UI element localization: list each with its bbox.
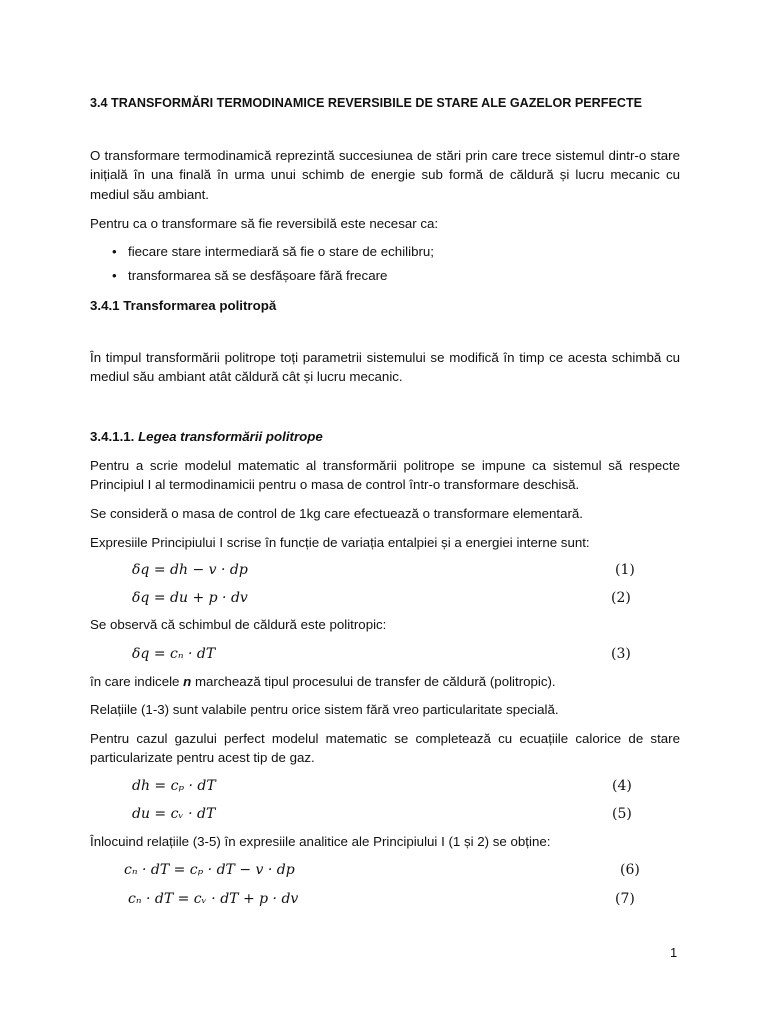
paragraph-polytropic: În timpul transformării politrope toți parametrii sistemului se modifică în timp ce acesta schimbă cu mediul său ambiant atât căldură cât și lucru mecanic. (90, 350, 680, 385)
equation-4-number: (4) (612, 778, 632, 794)
subsection-title: 3.4.1 Transformarea politropă (90, 298, 277, 313)
bullet-icon: • (112, 268, 117, 283)
paragraph-definition: O transformare termodinamică reprezintă succesiunea de stări prin care trece sistemul dintr-o stare inițială în una finală în urma unui schimb de energie sub formă de căldură și lucru mecanic cu mediul său ambiant. (90, 148, 680, 202)
subsubsection-title: 3.4.1.1. Legea transformării politrope (90, 429, 323, 444)
paragraph-reversibility: Pentru ca o transformare să fie reversibilă este necesar ca: (90, 216, 439, 231)
paragraph-heat-exchange: Se observă că schimbul de căldură este politropic: (90, 617, 387, 632)
equation-6: cₙ · dT = cₚ · dT − v · dp (124, 862, 295, 878)
paragraph-perfect-gas: Pentru cazul gazului perfect modelul matematic se completează cu ecuațiile calorice de stare particularizate pentru acest tip de gaz. (90, 731, 680, 766)
section-title: 3.4 TRANSFORMĂRI TERMODINAMICE REVERSIBILE DE STARE ALE GAZELOR PERFECTE (90, 96, 643, 110)
paragraph-model: Pentru a scrie modelul matematic al transformării politrope se impune ca sistemul să respecte Principiul I al termodinamicii pentru o masa de control într-o transformare deschisă. (90, 458, 680, 493)
equation-6-number: (6) (620, 862, 640, 878)
bullet-icon: • (112, 244, 117, 259)
equation-2-number: (2) (611, 590, 631, 606)
paragraph-mass: Se consideră o masa de control de 1kg care efectuează o transformare elementară. (90, 506, 583, 521)
equation-5: du = cᵥ · dT (132, 806, 216, 822)
paragraph-index: în care indicele n marchează tipul procesului de transfer de căldură (politropic). (90, 674, 556, 689)
equation-5-number: (5) (612, 806, 632, 822)
condition-list (90, 242, 680, 290)
equation-7: cₙ · dT = cᵥ · dT + p · dv (128, 891, 299, 907)
page-number: 1 (670, 945, 678, 960)
equation-3-number: (3) (611, 646, 631, 662)
equation-4: dh = cₚ · dT (132, 778, 216, 794)
equation-1: δq = dh − v · dp (132, 562, 248, 578)
paragraph-substitution: Înlocuind relațiile (3-5) în expresiile analitice ale Principiului I (1 și 2) se obține: (90, 834, 551, 849)
equation-7-number: (7) (615, 891, 635, 907)
list-item: • transformarea să se desfășoare fără frecare (90, 266, 680, 290)
equation-1-number: (1) (615, 562, 635, 578)
paragraph-relations: Relațiile (1-3) sunt valabile pentru orice sistem fără vreo particularitate specială. (90, 702, 559, 717)
paragraph-expressions: Expresiile Principiului I scrise în funcție de variația entalpiei și a energiei interne sunt: (90, 535, 590, 550)
equation-2: δq = du + p · dv (132, 590, 248, 606)
list-item: • fiecare stare intermediară să fie o stare de echilibru; (90, 242, 680, 266)
equation-3: δq = cₙ · dT (132, 646, 216, 662)
